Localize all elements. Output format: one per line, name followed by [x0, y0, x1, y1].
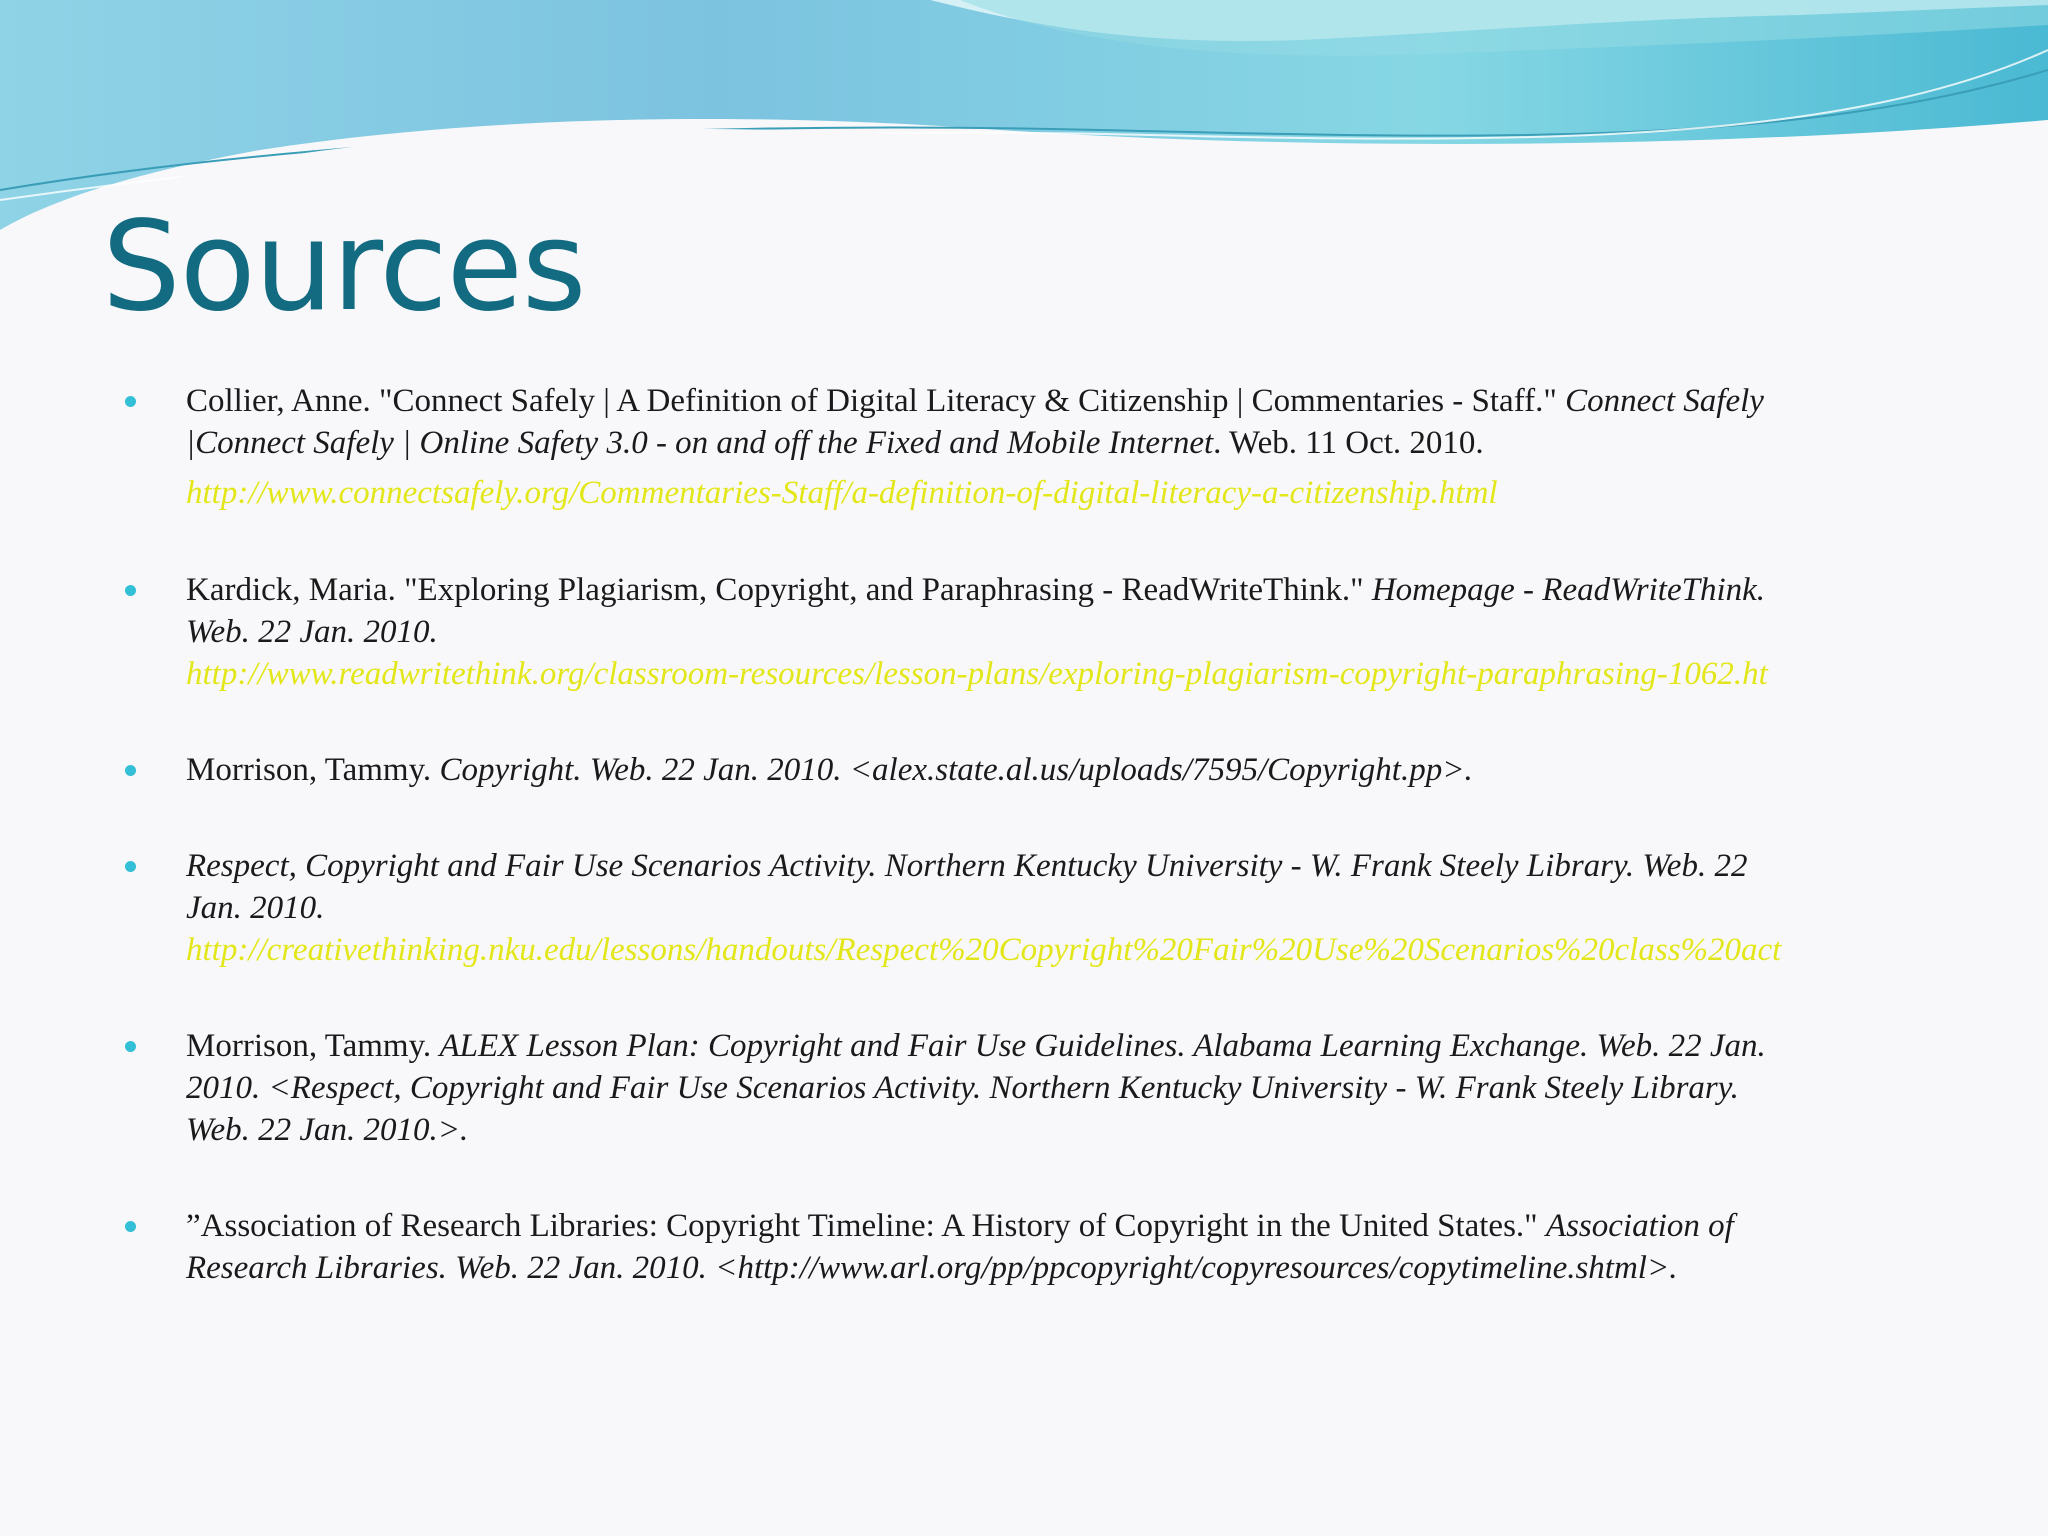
source-line: Jan. 2010. [186, 890, 325, 926]
source-title: Association of [1545, 1208, 1734, 1244]
bullet-icon [125, 765, 136, 776]
bullet-icon [125, 396, 136, 407]
bullet-icon [125, 1221, 136, 1232]
sources-list [120, 380, 1920, 1289]
source-line [186, 1025, 1920, 1067]
bullet-icon [125, 1041, 136, 1052]
source-line [186, 1205, 1920, 1247]
source-line: Web. 22 Jan. 2010. [186, 614, 438, 650]
source-line: 2010. <Respect, Copyright and Fair Use Scenarios Activity. Northern Kentucky University - W. Frank Steely Library. [186, 1070, 1739, 1106]
source-item [120, 1025, 1920, 1151]
source-text: ”Association of Research Libraries: Copyright Timeline: A History of Copyright in the United States." [186, 1208, 1546, 1244]
source-title: Connect Safely [1565, 383, 1764, 419]
source-item [120, 380, 1920, 514]
source-line [186, 569, 1920, 611]
source-item [120, 569, 1920, 695]
source-title: Homepage - ReadWriteThink. [1371, 572, 1766, 608]
source-link[interactable]: http://www.readwritethink.org/classroom-resources/lesson-plans/exploring-plagiarism-copyright-paraphrasing-1062.ht [186, 656, 1768, 692]
source-line: Web. 22 Jan. 2010.>. [186, 1112, 469, 1148]
source-item [120, 1205, 1920, 1289]
source-item [120, 845, 1920, 971]
source-text: Morrison, Tammy. [186, 1028, 440, 1064]
bullet-icon [125, 861, 136, 872]
source-text: Morrison, Tammy. [186, 752, 440, 788]
source-title: ALEX Lesson Plan: Copyright and Fair Use Guidelines. Alabama Learning Exchange. Web. 22 Jan. [439, 1028, 1766, 1064]
source-item [120, 749, 1920, 791]
source-title: |Connect Safely | Online Safety 3.0 - on and off the Fixed and Mobile Internet [186, 425, 1214, 461]
source-line: Research Libraries. Web. 22 Jan. 2010. <http://www.arl.org/pp/ppcopyright/copyresources/copytimeline.shtml>. [186, 1250, 1678, 1286]
source-line [186, 749, 1920, 791]
source-line [186, 380, 1920, 422]
source-title: Copyright. Web. 22 Jan. 2010. <alex.state.al.us/uploads/7595/Copyright.pp>. [439, 752, 1473, 788]
source-text: Kardick, Maria. "Exploring Plagiarism, Copyright, and Paraphrasing - ReadWriteThink." [186, 572, 1372, 608]
source-link[interactable]: http://www.connectsafely.org/Commentaries-Staff/a-definition-of-digital-literacy-a-citizenship.html [186, 475, 1498, 511]
source-text: . Web. 11 Oct. 2010. [1213, 425, 1484, 461]
source-line: Respect, Copyright and Fair Use Scenarios Activity. Northern Kentucky University - W. Frank Steely Library. Web. 22 [186, 848, 1748, 884]
slide-title: Sources [102, 195, 586, 339]
source-link[interactable]: http://creativethinking.nku.edu/lessons/handouts/Respect%20Copyright%20Fair%20Use%20Scenarios%20class%20act [186, 932, 1782, 968]
source-text: Collier, Anne. "Connect Safely | A Definition of Digital Literacy & Citizenship | Commentaries - Staff." [186, 383, 1566, 419]
bullet-icon [125, 585, 136, 596]
source-line [186, 422, 1920, 464]
